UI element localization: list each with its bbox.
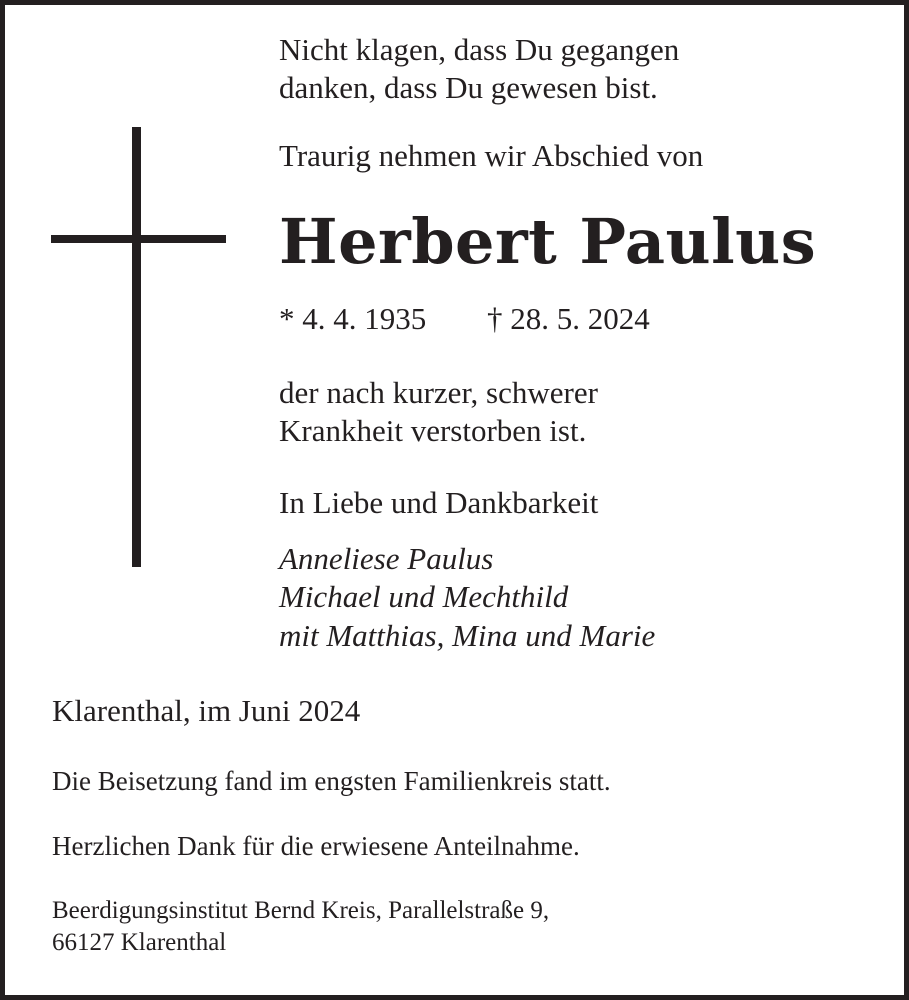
death-date: † 28. 5. 2024 — [487, 301, 650, 336]
birth-date: * 4. 4. 1935 — [279, 301, 427, 336]
cross-horizontal-bar — [51, 235, 226, 243]
place-date: Klarenthal, im Juni 2024 — [52, 693, 361, 728]
intro-text: Traurig nehmen wir Abschied von — [279, 138, 704, 173]
mourner-line-1: Anneliese Paulus — [279, 541, 494, 576]
motto-line-2: danken, dass Du gewesen bist. — [279, 70, 658, 105]
undertaker-line-2: 66127 Klarenthal — [52, 929, 227, 956]
undertaker-line-1: Beerdigungsinstitut Bernd Kreis, Parallelstraße 9, — [52, 897, 550, 924]
burial-note: Die Beisetzung fand im engsten Familienkreis statt. — [52, 766, 611, 796]
cause-line-2: Krankheit verstorben ist. — [279, 413, 587, 448]
motto-line-1: Nicht klagen, dass Du gegangen — [279, 32, 680, 67]
thanks-text: Herzlichen Dank für die erwiesene Anteilnahme. — [52, 831, 580, 861]
closing-text: In Liebe und Dankbarkeit — [279, 485, 599, 520]
mourner-line-3: mit Matthias, Mina und Marie — [279, 618, 656, 653]
cross-vertical-bar — [132, 127, 141, 567]
cause-line-1: der nach kurzer, schwerer — [279, 375, 598, 410]
deceased-name: Herbert Paulus — [279, 205, 817, 278]
mourner-line-2: Michael und Mechthild — [279, 579, 569, 614]
